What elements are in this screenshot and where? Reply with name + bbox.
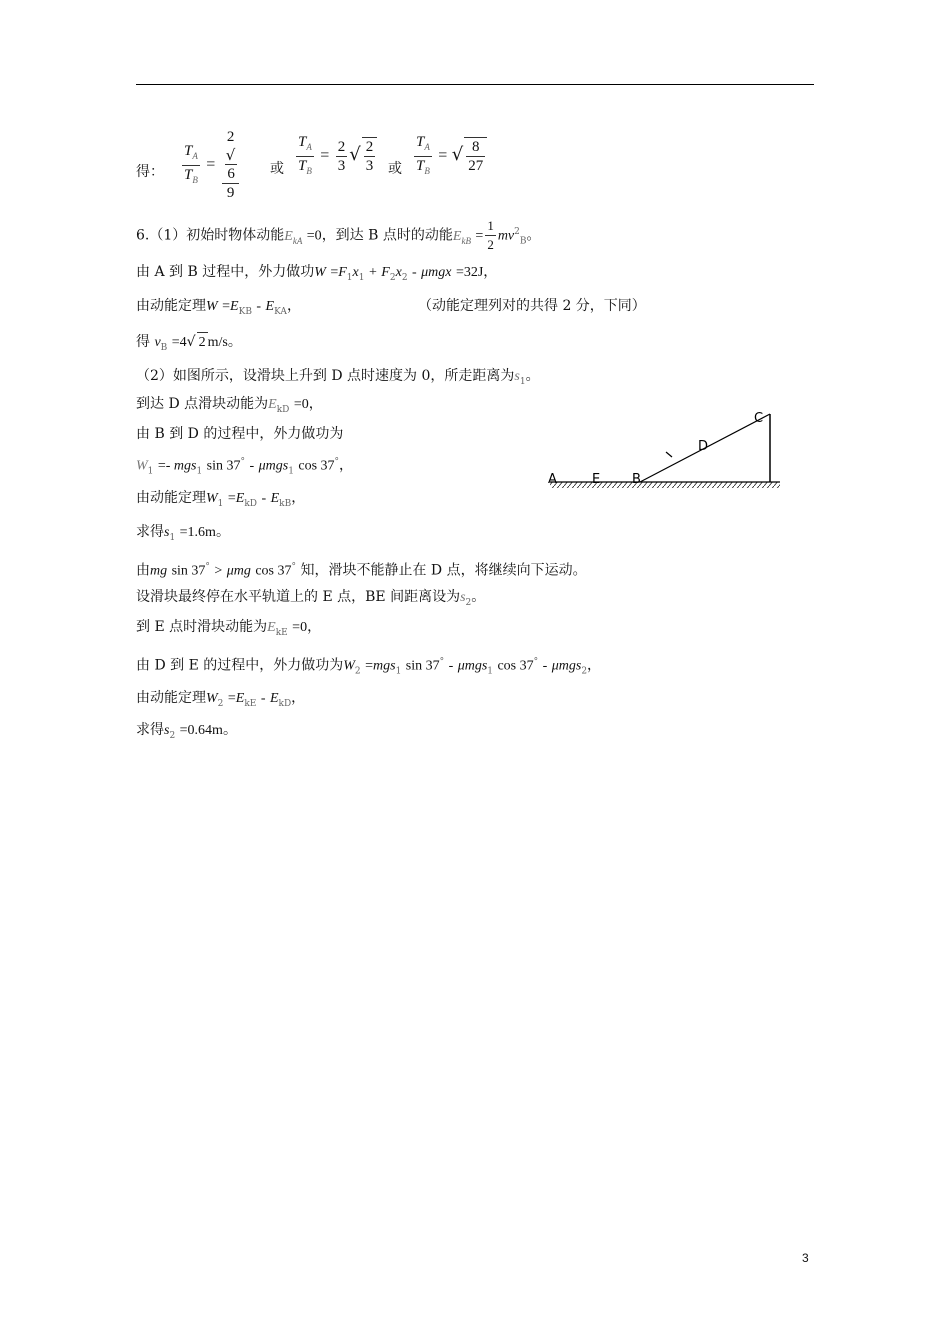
label-D: D [698, 439, 709, 454]
q6-p2-line-2: 到达 D 点滑块动能为$E_{kD} =0$， [136, 396, 323, 415]
ratio-label: 得： [136, 164, 164, 180]
incline-diagram [544, 402, 784, 494]
slider-block [666, 452, 672, 457]
page-number: 3 [802, 1251, 809, 1265]
q6-p2-line-1: （2）如图所示，设滑块上升到 D 点时速度为 0，所走距离为$s_1$。 [136, 368, 540, 387]
label-C: C [754, 411, 764, 426]
q6-p2-line-7: 由mg sin 37° > μmg cos 37° 知，滑块不能静止在 D 点，将继续向下运动。 [136, 562, 587, 579]
q6-p2-line-10: 由 D 到 E 的过程中，外力做功为$W_2 =mgs_1$ sin 37° - μmgs$_1$ cos 37° - μmgs$_2$， [136, 657, 602, 677]
q6-p2-line-8: 设滑块最终停在水平轨道上的 E 点，BE 间距离设为$s_2$。 [136, 589, 486, 608]
header-rule [136, 84, 814, 85]
ratio-line [136, 128, 484, 201]
q6-line-1: 6.（1）初始时物体动能$E_{kA} =0$，到达 B 点时的动能$E_{kB}$ = $\frac{1}{2}$ $mv^2_B$。 [136, 218, 541, 253]
q6-p2-line-5: 由动能定理$W_1 =E_{kD} - E_{kB}$， [136, 490, 306, 509]
q6-p2-line-4: $W_1 =- mgs_1$ sin 37° - μmgs$_1$ cos 37°， [136, 457, 354, 477]
scoring-note: （动能定理列对的共得 2 分，下同） [418, 298, 646, 314]
or-word-2: 或 [388, 161, 402, 177]
q6-p2-line-9: 到 E 点时滑块动能为$E_{kE} =0$， [136, 619, 322, 638]
label-E: E [592, 472, 601, 487]
q6-p2-line-12: 求得$s_2 =0.64m$。 [136, 722, 237, 741]
q6-p2-line-6: 求得$s_1 =1.6m$。 [136, 524, 230, 543]
ground-hatch [550, 482, 780, 488]
ratio-expr-1: $\frac{T_A}{T_B}$ = 2 √ 6 9 [180, 128, 241, 202]
q6-p2-line-3: 由 B 到 D 的过程中，外力做功为 [136, 426, 344, 442]
q6-p2-line-11: 由动能定理$W_2 =E_{kE} - E_{kD}$， [136, 690, 306, 709]
label-B: B [632, 472, 641, 487]
q6-line-2: 由 A 到 B 过程中，外力做功$W =F_1x_1 + F_2x_2 - \mu mgx =32J$， [136, 264, 498, 283]
or-word-1: 或 [270, 161, 284, 177]
ratio-expr-2: $\frac{T_A}{T_B}$ = $\frac{2}{3}$ √ $\frac{2}{3}$ [294, 128, 379, 183]
q6-line-4: 得 $v_B =4√$ 2 m/s。 [136, 334, 242, 353]
q6-line-3: 由动能定理$W =E_{KB} - E_{KA}$， （动能定理列对的共得 2 分，下同） [136, 298, 646, 317]
ratio-expr-3: $\frac{T_A}{T_B}$ = √ $\frac{8}{27}$ [412, 128, 489, 183]
label-A: A [548, 472, 557, 487]
